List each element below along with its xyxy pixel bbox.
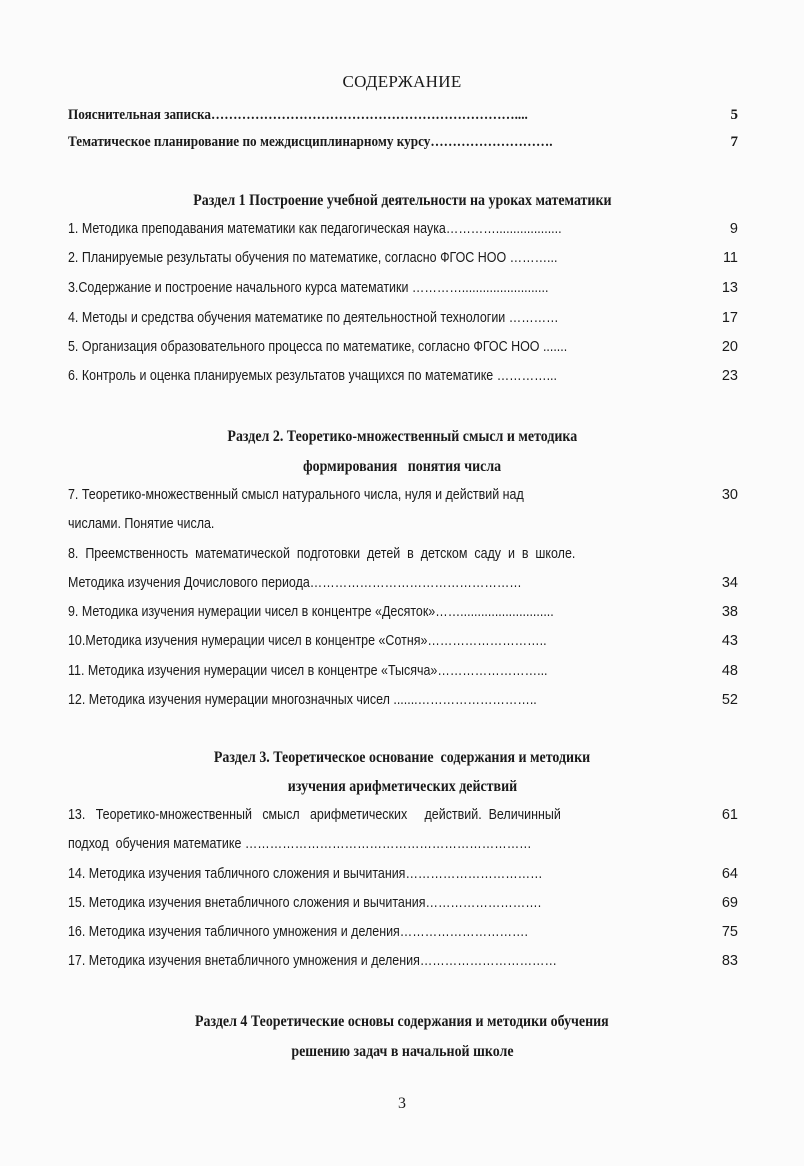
section-heading-line: Раздел 1 Построение учебной деятельности на уроках математики bbox=[192, 192, 612, 209]
toc-entry bbox=[68, 895, 738, 917]
page-number: 3 bbox=[398, 1095, 406, 1112]
toc-entry bbox=[68, 866, 738, 888]
section-heading-line: Раздел 3. Теоретическое основание содержания и методики bbox=[213, 749, 591, 766]
section-heading bbox=[0, 749, 804, 767]
toc-entry bbox=[68, 692, 738, 714]
toc-entry bbox=[68, 487, 738, 509]
section-heading bbox=[0, 1043, 804, 1061]
toc-entry-continued bbox=[68, 836, 738, 858]
toc-entry-page: 9 bbox=[729, 221, 738, 237]
toc-entry-text: 13. Теоретико-множественный смысл арифметических действий. Величинный bbox=[68, 807, 561, 823]
toc-entry-page: 13 bbox=[721, 280, 738, 296]
toc-entry-text: Тематическое планирование по междисциплинарному курсу………………………. bbox=[68, 134, 553, 150]
toc-entry-text: 4. Методы и средства обучения математике по деятельностной технологии ………… bbox=[68, 310, 559, 326]
toc-entry bbox=[68, 953, 738, 975]
toc-entry-page: 17 bbox=[721, 310, 738, 326]
toc-entry-text: подход обучения математике …………………………………………………………… bbox=[68, 836, 532, 852]
toc-entry bbox=[68, 807, 738, 829]
toc-entry-page: 34 bbox=[721, 575, 738, 591]
toc-entry bbox=[68, 250, 738, 272]
toc-entry bbox=[68, 280, 738, 302]
toc-entry-text: 8. Преемственность математической подготовки детей в детском саду и в школе. bbox=[68, 546, 576, 562]
toc-entry-text: 3.Содержание и построение начального курса математики …………......................... bbox=[68, 280, 549, 296]
toc-entry-page: 43 bbox=[721, 633, 738, 649]
toc-entry bbox=[68, 107, 738, 129]
toc-entry-text: 17. Методика изучения внетабличного умножения и деления…………………………… bbox=[68, 953, 558, 969]
toc-entry-page: 7 bbox=[730, 134, 738, 150]
toc-entry-page: 11 bbox=[722, 250, 738, 266]
toc-entry bbox=[68, 924, 738, 946]
toc-entry-text: 9. Методика изучения нумерации чисел в концентре «Десяток»……........................... bbox=[68, 604, 554, 620]
section-heading-line: формирования понятия числа bbox=[302, 458, 502, 475]
section-heading-line: Раздел 2. Теоретико-множественный смысл и методика bbox=[227, 428, 577, 445]
toc-entry-continued bbox=[68, 516, 738, 538]
toc-entry bbox=[68, 221, 738, 243]
section-heading-line: решению задач в начальной школе bbox=[290, 1043, 514, 1060]
section-heading bbox=[0, 428, 804, 446]
toc-entry-page: 61 bbox=[721, 807, 738, 823]
toc-entry bbox=[68, 633, 738, 655]
toc-entry-text: числами. Понятие числа. bbox=[68, 516, 215, 532]
toc-entry-text: Методика изучения Дочислового периода…………………………………………… bbox=[68, 575, 522, 591]
toc-entry bbox=[68, 663, 738, 685]
toc-entry-text: 1. Методика преподавания математики как педагогическая наука…………................... bbox=[68, 221, 562, 237]
toc-entry-text: 10.Методика изучения нумерации чисел в концентре «Сотня»……………………….. bbox=[68, 633, 547, 649]
toc-entry-continued bbox=[68, 575, 738, 597]
toc-entry-page: 83 bbox=[721, 953, 738, 969]
toc-entry-page: 30 bbox=[721, 487, 738, 503]
toc-entry-text: 16. Методика изучения табличного умножения и деления…………………………. bbox=[68, 924, 528, 940]
section-heading-line: Раздел 4 Теоретические основы содержания и методики обучения bbox=[195, 1013, 609, 1030]
toc-entry-page: 38 bbox=[721, 604, 738, 620]
section-heading-line: изучения арифметических действий bbox=[287, 778, 517, 795]
toc-entry-text: 15. Методика изучения внетабличного сложения и вычитания………………………. bbox=[68, 895, 542, 911]
toc-entry bbox=[68, 310, 738, 332]
toc-entry bbox=[68, 339, 738, 361]
section-heading bbox=[0, 192, 804, 210]
toc-entry bbox=[68, 604, 738, 626]
toc-entry-text: Пояснительная записка…………………………………………………………….... bbox=[68, 107, 528, 123]
toc-entry-text: 2. Планируемые результаты обучения по математике, согласно ФГОС НОО ………... bbox=[68, 250, 558, 266]
toc-entry-text: 6. Контроль и оценка планируемых результатов учащихся по математике …………... bbox=[68, 368, 557, 384]
toc-entry-page: 64 bbox=[721, 866, 738, 882]
toc-entry-page: 5 bbox=[730, 107, 738, 123]
toc-entry-page: 20 bbox=[721, 339, 738, 355]
toc-entry-page: 48 bbox=[721, 663, 738, 679]
toc-entry-page: 69 bbox=[721, 895, 738, 911]
toc-entry-text: 7. Теоретико-множественный смысл натурального числа, нуля и действий над bbox=[68, 487, 524, 503]
toc-entry bbox=[68, 368, 738, 390]
toc-entry bbox=[68, 134, 738, 156]
toc-entry-text: 14. Методика изучения табличного сложения и вычитания…………………………… bbox=[68, 866, 543, 882]
section-heading bbox=[0, 1013, 804, 1031]
toc-entry-text: 5. Организация образовательного процесса по математике, согласно ФГОС НОО ....... bbox=[68, 339, 568, 355]
toc-entry-page: 52 bbox=[721, 692, 738, 708]
toc-entry-text: 11. Методика изучения нумерации чисел в концентре «Тысяча»……………………... bbox=[68, 663, 548, 679]
section-heading bbox=[0, 458, 804, 476]
toc-entry-page: 75 bbox=[721, 924, 738, 940]
toc-entry bbox=[68, 546, 738, 568]
toc-entry-text: 12. Методика изучения нумерации многозначных чисел .......……………………….. bbox=[68, 692, 537, 708]
toc-title: СОДЕРЖАНИЕ bbox=[342, 72, 462, 91]
section-heading bbox=[0, 778, 804, 796]
toc-entry-page: 23 bbox=[721, 368, 738, 384]
